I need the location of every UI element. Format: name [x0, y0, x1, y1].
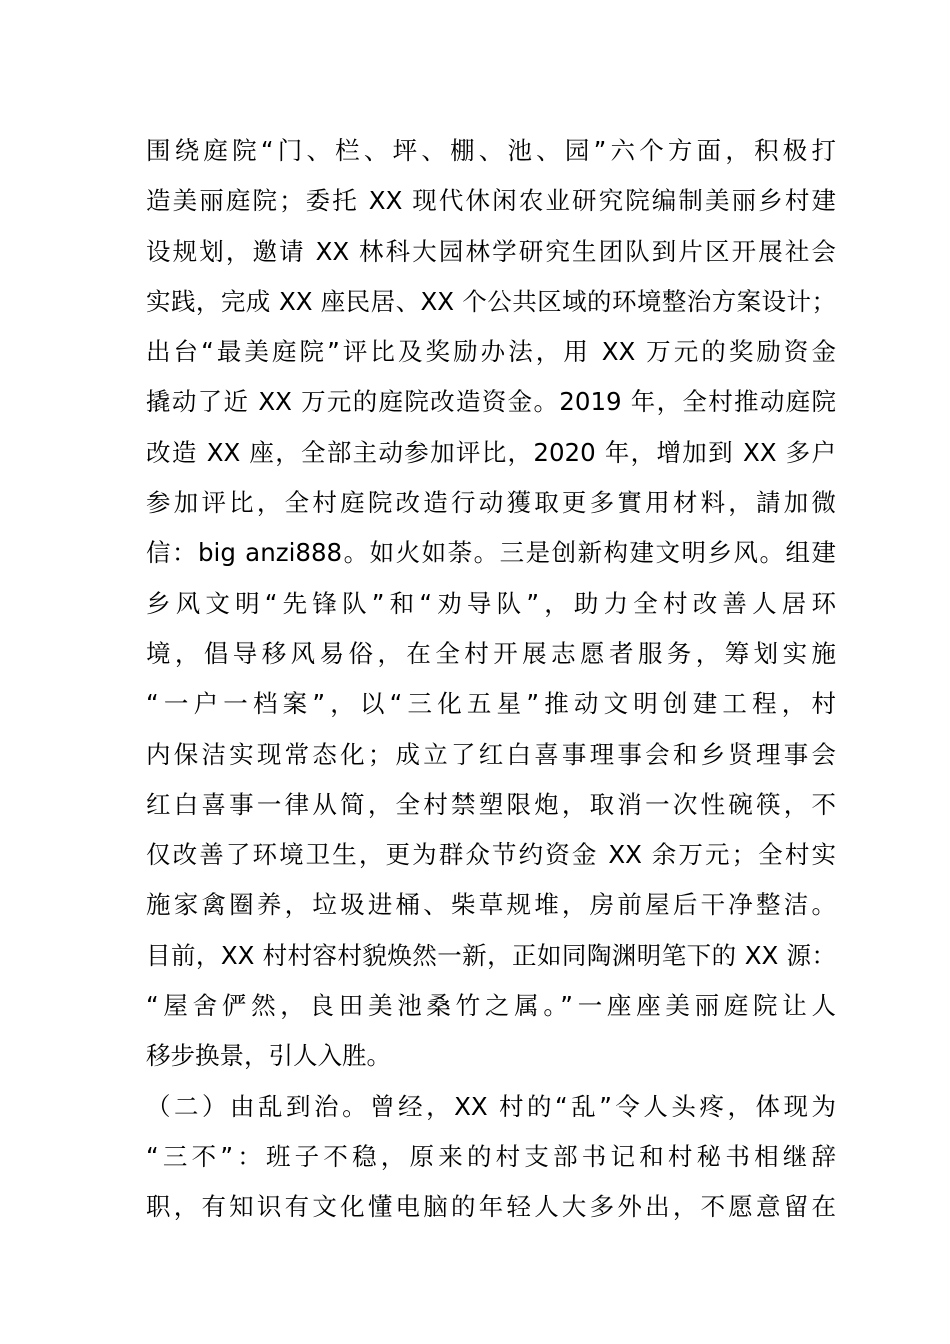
text-line: 撬动了近 XX 万元的庭院改造资金。2019 年，全村推动庭院 — [146, 387, 836, 417]
text-line: “三不”：班子不稳，原来的村支部书记和村秘书相继辞 — [146, 1141, 836, 1171]
text-line: （二）由乱到治。曾经，XX 村的“乱”令人头疼，体现为 — [146, 1091, 836, 1121]
text-line: 出台“最美庭院”评比及奖励办法，用 XX 万元的奖励资金 — [146, 337, 836, 367]
text-line: 设规划，邀请 XX 林科大园林学研究生团队到片区开展社会 — [146, 236, 836, 266]
text-line: 乡风文明“先锋队”和“劝导队”，助力全村改善人居环 — [146, 588, 836, 618]
text-line: 造美丽庭院；委托 XX 现代休闲农业研究院编制美丽乡村建 — [146, 186, 836, 216]
body-text — [146, 126, 836, 1233]
text-line: 红白喜事一律从简，全村禁塑限炮，取消一次性碗筷，不 — [146, 789, 836, 819]
text-line: 境，倡导移风易俗，在全村开展志愿者服务，筹划实施 — [146, 638, 836, 668]
text-line: 目前，XX 村村容村貌焕然一新，正如同陶渊明笔下的 XX 源： — [146, 940, 836, 970]
text-line: 职，有知识有文化懂电脑的年轻人大多外出，不愿意留在 — [146, 1192, 836, 1222]
text-line: 内保洁实现常态化；成立了红白喜事理事会和乡贤理事会 — [146, 739, 836, 769]
text-line: 信：big anzi888。如火如荼。三是创新构建文明乡风。组建 — [146, 538, 836, 568]
text-line: “一户一档案”，以“三化五星”推动文明创建工程，村 — [146, 689, 836, 719]
text-line: “屋舍俨然，良田美池桑竹之属。”一座座美丽庭院让人 — [146, 991, 836, 1021]
text-line: 施家禽圈养，垃圾进桶、柴草规堆，房前屋后干净整洁。 — [146, 890, 836, 920]
text-line: 实践，完成 XX 座民居、XX 个公共区域的环境整治方案设计； — [146, 286, 836, 316]
text-line: 围绕庭院“门、栏、坪、棚、池、园”六个方面，积极打 — [146, 136, 836, 165]
text-line: 参加评比，全村庭院改造行动獲取更多實用材料，請加微 — [146, 488, 836, 518]
text-line: 仅改善了环境卫生，更为群众节约资金 XX 余万元；全村实 — [146, 840, 836, 870]
text-line: 移步换景，引人入胜。 — [146, 1041, 391, 1071]
text-line: 改造 XX 座，全部主动参加评比，2020 年，增加到 XX 多户 — [146, 437, 836, 467]
